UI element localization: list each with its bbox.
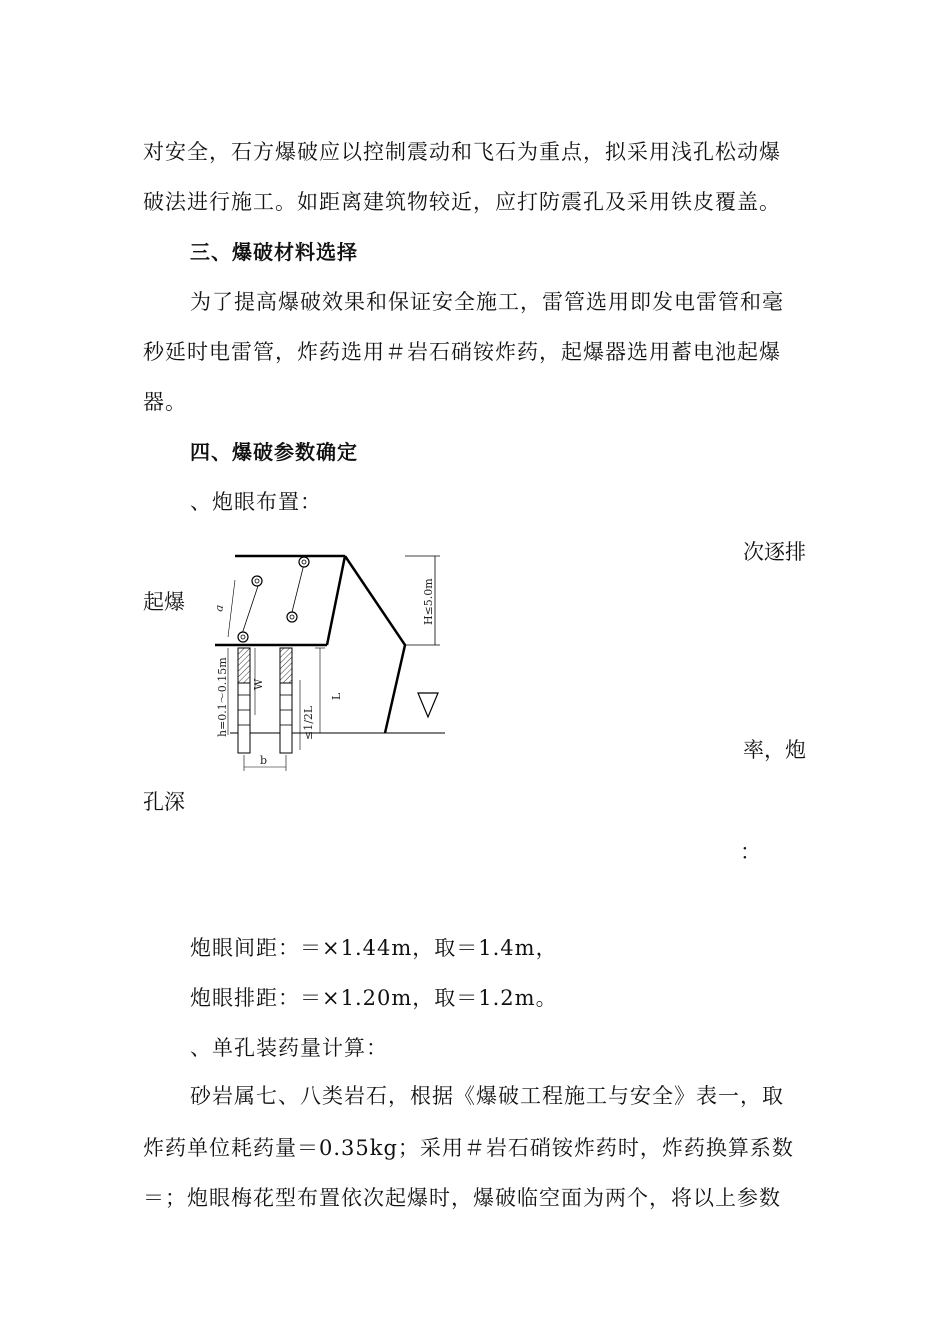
paragraph-line: 破法进行施工。如距离建筑物较近，应打防震孔及采用铁皮覆盖。	[143, 190, 781, 214]
length-l-label: L	[330, 692, 343, 700]
paragraph-line: 砂岩属七、八类岩石，根据《爆破工程施工与安全》表一，取	[190, 1084, 784, 1108]
text-fragment: 起爆	[143, 590, 185, 614]
blast-hole-layout-diagram	[200, 545, 450, 775]
text-fragment: 次逐排	[743, 540, 806, 564]
text-fragment: 率，炮	[743, 738, 806, 762]
paragraph-line: 对安全，石方爆破应以控制震动和飞石为重点，拟采用浅孔松动爆	[143, 140, 781, 164]
half-l-label: ≤1/2L	[302, 705, 315, 740]
section-heading-3: 三、爆破材料选择	[190, 240, 358, 264]
section-heading-4: 四、爆破参数确定	[190, 440, 358, 464]
hole-marker	[287, 612, 297, 622]
subsection-title: 、单孔装药量计算：	[190, 1036, 388, 1060]
hole-marker	[299, 557, 309, 567]
hole-marker	[238, 632, 248, 642]
subsection-title: 、炮眼布置：	[190, 490, 322, 514]
paragraph-line: 炮眼间距：＝×1.44m，取＝1.4m，	[190, 936, 558, 960]
height-label: H≤5.0m	[422, 578, 435, 625]
paragraph-line: 炮眼排距：＝×1.20m，取＝1.2m。	[190, 986, 558, 1010]
hole-marker	[252, 576, 262, 586]
paragraph-line: 为了提高爆破效果和保证安全施工，雷管选用即发电雷管和毫	[190, 290, 784, 314]
paragraph-line: 秒延时电雷管，炸药选用＃岩石硝铵炸药，起爆器选用蓄电池起爆	[143, 340, 781, 364]
row-spacing-b-label: b	[260, 754, 268, 767]
text-fragment: ：	[740, 840, 761, 864]
burden-w-label: W	[252, 678, 265, 690]
paragraph-line: ＝；炮眼梅花型布置依次起爆时，爆破临空面为两个，将以上参数	[143, 1186, 781, 1210]
paragraph-line: 器。	[143, 390, 187, 414]
paragraph-line: 炸药单位耗药量＝0.35kg；采用＃岩石硝铵炸药时，炸药换算系数	[143, 1136, 794, 1160]
spacing-a-label: a	[212, 603, 227, 613]
stem-length-label: h=0.1～0.15m	[216, 657, 229, 737]
text-fragment: 孔深	[143, 790, 185, 814]
